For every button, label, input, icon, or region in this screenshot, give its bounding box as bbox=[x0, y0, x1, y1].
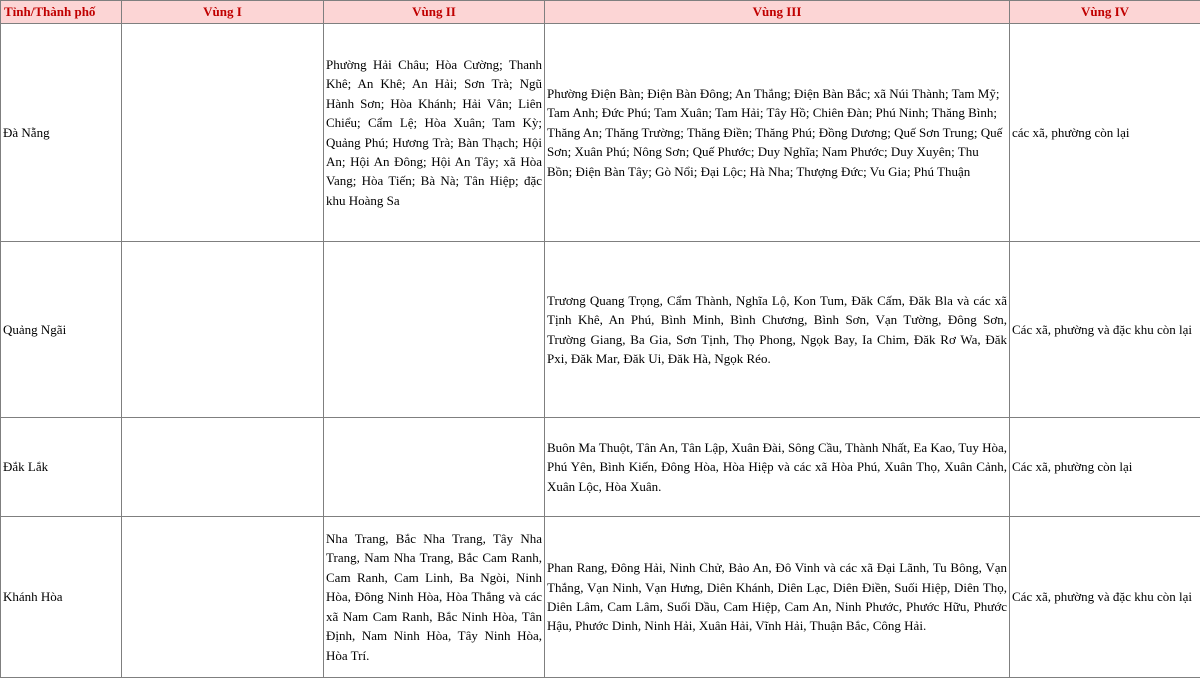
table-row bbox=[1, 24, 1200, 242]
province-cell: Khánh Hòa bbox=[1, 517, 122, 678]
header-vung-i: Vùng I bbox=[122, 1, 324, 24]
vung-iii-cell: Phường Điện Bàn; Điện Bàn Đông; An Thắng; Điện Bàn Bắc; xã Núi Thành; Tam Mỹ; Tam Anh; Đức Phú; Tam Xuân; Tam Hải; Tây Hồ; Chiên Đàn; Phú Ninh; Thăng Bình; Thăng An; Thăng Trường; Thăng Điền; Thăng Phú; Đồng Dương; Quế Sơn Trung; Quế Sơn; Xuân Phú; Nông Sơn; Quế Phước; Duy Nghĩa; Nam Phước; Duy Xuyên; Thu Bồn; Điện Bàn Tây; Gò Nổi; Đại Lộc; Hà Nha; Thượng Đức; Vu Gia; Phú Thuận bbox=[545, 24, 1010, 242]
vung-i-cell bbox=[122, 242, 324, 418]
vung-ii-cell bbox=[324, 418, 545, 517]
header-province: Tỉnh/Thành phố bbox=[1, 1, 122, 24]
vung-ii-cell bbox=[324, 242, 545, 418]
vung-iii-cell: Buôn Ma Thuột, Tân An, Tân Lập, Xuân Đài, Sông Cầu, Thành Nhất, Ea Kao, Tuy Hòa, Phú Yên, Bình Kiến, Đông Hòa, Hòa Hiệp và các xã Hòa Phú, Xuân Thọ, Xuân Cảnh, Xuân Lộc, Hòa Xuân. bbox=[545, 418, 1010, 517]
table-row bbox=[1, 242, 1200, 418]
vung-ii-cell: Nha Trang, Bắc Nha Trang, Tây Nha Trang, Nam Nha Trang, Bắc Cam Ranh, Cam Ranh, Cam Linh, Ba Ngòi, Ninh Hòa, Đông Ninh Hòa, Hòa Thắng và các xã Nam Cam Ranh, Bắc Ninh Hòa, Tân Định, Nam Ninh Hòa, Tây Ninh Hòa, Hòa Trí. bbox=[324, 517, 545, 678]
header-vung-iv: Vùng IV bbox=[1010, 1, 1200, 24]
table-row bbox=[1, 517, 1200, 678]
table-header-row bbox=[1, 1, 1200, 24]
province-cell: Đắk Lắk bbox=[1, 418, 122, 517]
vung-iii-cell: Phan Rang, Đông Hải, Ninh Chử, Bảo An, Đô Vinh và các xã Đại Lãnh, Tu Bông, Vạn Thắng, Vạn Ninh, Vạn Hưng, Diên Khánh, Diên Lạc, Diên Điền, Suối Hiệp, Diên Thọ, Diên Lâm, Cam Lâm, Suối Dầu, Cam Hiệp, Cam An, Ninh Phước, Phước Hữu, Phước Hậu, Phước Dinh, Ninh Hải, Xuân Hải, Vĩnh Hải, Thuận Bắc, Công Hải. bbox=[545, 517, 1010, 678]
province-cell: Đà Nẵng bbox=[1, 24, 122, 242]
vung-i-cell bbox=[122, 24, 324, 242]
province-cell: Quảng Ngãi bbox=[1, 242, 122, 418]
vung-iv-cell: Các xã, phường còn lại bbox=[1010, 418, 1200, 517]
vung-i-cell bbox=[122, 517, 324, 678]
vung-iv-cell: các xã, phường còn lại bbox=[1010, 24, 1200, 242]
table-row bbox=[1, 418, 1200, 517]
header-vung-iii: Vùng III bbox=[545, 1, 1010, 24]
vung-ii-cell: Phường Hải Châu; Hòa Cường; Thanh Khê; An Khê; An Hải; Sơn Trà; Ngũ Hành Sơn; Hòa Khánh; Hải Vân; Liên Chiểu; Cẩm Lệ; Hòa Xuân; Tam Kỳ; Quảng Phú; Hương Trà; Bàn Thạch; Hội An; Hội An Đông; Hội An Tây; xã Hòa Vang; Hòa Tiến; Bà Nà; Tân Hiệp; đặc khu Hoàng Sa bbox=[324, 24, 545, 242]
header-vung-ii: Vùng II bbox=[324, 1, 545, 24]
vung-iv-cell: Các xã, phường và đặc khu còn lại bbox=[1010, 242, 1200, 418]
vung-i-cell bbox=[122, 418, 324, 517]
vung-iii-cell: Trương Quang Trọng, Cẩm Thành, Nghĩa Lộ, Kon Tum, Đăk Cấm, Đăk Bla và các xã Tịnh Khê, An Phú, Bình Minh, Bình Chương, Bình Sơn, Vạn Tường, Đông Sơn, Trường Giang, Ba Gia, Sơn Tịnh, Thọ Phong, Ngọk Bay, Ia Chim, Đăk Rơ Wa, Đăk Pxi, Đăk Mar, Đăk Ui, Đăk Hà, Ngọk Réo. bbox=[545, 242, 1010, 418]
vung-iv-cell: Các xã, phường và đặc khu còn lại bbox=[1010, 517, 1200, 678]
